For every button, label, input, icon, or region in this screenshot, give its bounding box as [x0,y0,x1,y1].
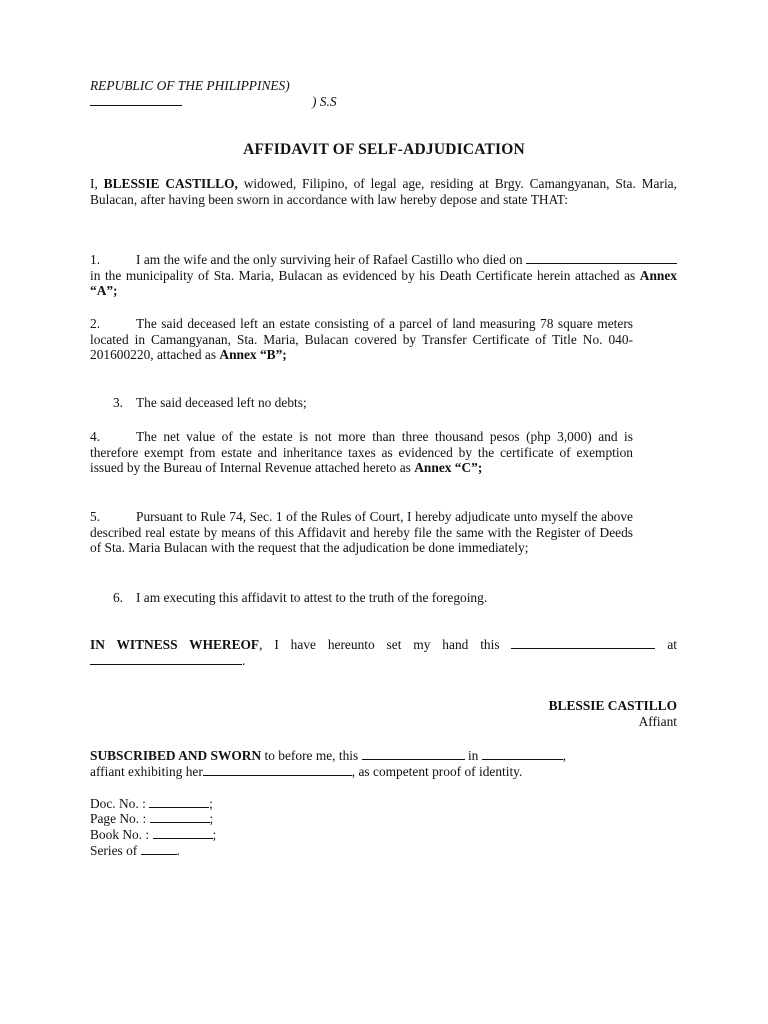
jurat-date-blank [362,748,465,760]
annex-b: Annex “B”; [219,347,287,363]
series-blank [141,843,177,855]
witness-place-blank [90,653,242,665]
caption-republic: REPUBLIC OF THE PHILIPPINES) [90,78,290,93]
paragraph-5: 5. Pursuant to Rule 74, Sec. 1 of the Rules of Court, I hereby adjudicate unto myself the above described real estate by means of this Affidavit and hereby file the same with the Register of Deeds of Sta. Maria Bulacan with the request that the adjudication be done immediately; [90,509,633,556]
witness-clause: IN WITNESS WHEREOF, I have hereunto set my hand this at . [90,637,678,668]
intro-paragraph: I, BLESSIE CASTILLO, widowed, Filipino, of legal age, residing at Brgy. Camangyanan, Sta. Maria, Bulacan, after having been sworn in accordance with law hereby depose and state THAT: [90,176,677,207]
item-number: 1. [90,252,101,267]
caption-venue-line: ) S.S [90,94,350,110]
annex-c: Annex “C”; [414,460,483,476]
doc-no-blank [149,796,209,808]
jurat-line-2: affiant exhibiting her , as competent proof of identity. [90,764,523,779]
annex-a: Annex “A”; [90,267,677,299]
jurat-lead: SUBSCRIBED AND SWORN [90,748,262,763]
item-number: 3. [112,395,123,410]
paragraph-2: 2. The said deceased left an estate consisting of a parcel of land measuring 78 square meters located in Camangyanan, Sta. Maria, Bulacan covered by Transfer Certificate of Title No. 040-201600220, attached as Annex “B”; [90,316,633,363]
witness-date-blank [511,637,655,649]
item-number: 6. [112,590,123,605]
book-no-line: Book No. : ; [90,827,217,842]
paragraph-3: 3. The said deceased left no debts; [90,395,633,411]
jurat-line-1: SUBSCRIBED AND SWORN to before me, this in , [90,748,567,763]
signature-role: Affiant [638,714,677,729]
series-line: Series of . [90,843,180,858]
paragraph-1: 1. I am the wife and the only surviving heir of Rafael Castillo who died on in the municipality of Sta. Maria, Bulacan as evidenced by his Death Certificate herein attached as Annex “A”; [90,252,677,299]
date-of-death-blank [526,252,677,264]
paragraph-6: 6. I am executing this affidavit to attest to the truth of the foregoing. [90,590,650,606]
item-number: 2. [90,316,101,331]
item-number: 5. [90,509,101,524]
venue-blank [90,94,182,106]
page-no-blank [150,811,210,823]
page-no-line: Page No. : ; [90,811,214,826]
book-no-blank [153,827,213,839]
witness-lead: IN WITNESS WHEREOF [90,637,260,652]
signature-name: BLESSIE CASTILLO [548,698,677,713]
item-number: 4. [90,429,101,444]
affiant-name: BLESSIE CASTILLO, [103,176,238,191]
paragraph-4: 4. The net value of the estate is not more than three thousand pesos (php 3,000) and is therefore exempt from estate and inheritance taxes as evidenced by the certificate of exemption issued by the Bureau of Internal Revenue attached hereto as Annex “C”; [90,429,633,476]
id-blank [203,764,352,776]
jurat-place-blank [482,748,563,760]
document-title: AFFIDAVIT OF SELF-ADJUDICATION [243,141,525,158]
doc-no-line: Doc. No. : ; [90,796,213,811]
